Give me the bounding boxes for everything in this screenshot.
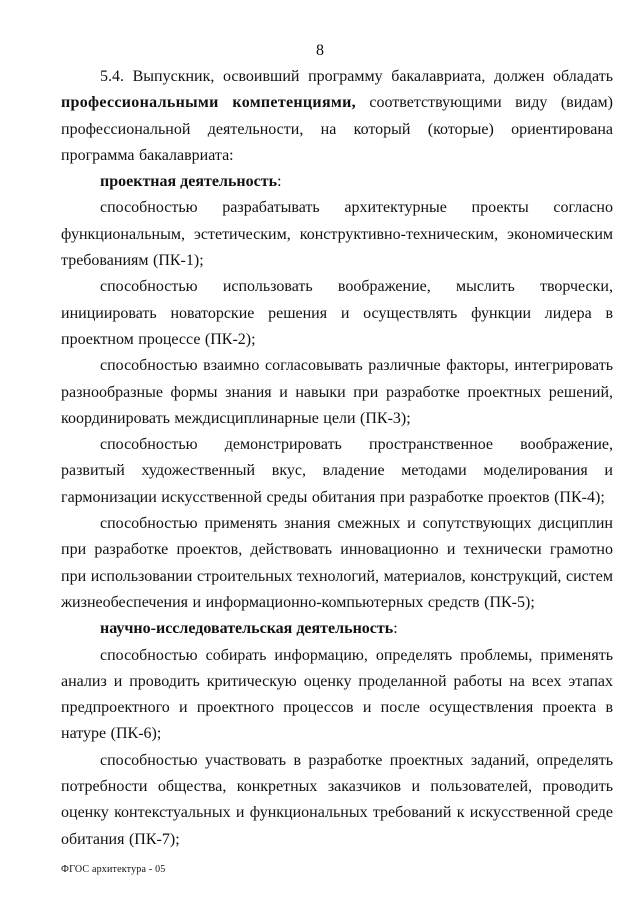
competency-pk5: способностью применять знания смежных и сопутствующих дисциплин при разработке проектов, действовать инновационно и технически грамотно при использовании строительных технологий, материалов, конструкций, систем жизнеобеспечения и информационно-компьютерных средств (ПК-5); (61, 515, 613, 611)
section-5-4-bold-term: профессиональными компетенциями, (61, 94, 356, 112)
section-5-4-suffix: соответствующими виду (видам) профессиональной деятельности, на который (которые) ориентирована программа бакалавриата: (61, 94, 613, 164)
document-footer: ФГОС архитектура - 05 (61, 864, 166, 875)
competency-pk3: способностью взаимно согласовывать различные факторы, интегрировать разнообразные формы знания и навыки при разработке проектных решений, координировать междисциплинарные цели (ПК-3); (61, 357, 613, 427)
page-content (61, 64, 613, 853)
research-activity-heading (61, 616, 613, 642)
design-activity-heading (61, 169, 613, 195)
competency-pk2: способностью использовать воображение, мыслить творчески, инициировать новаторские решения и осуществлять функции лидера в проектном процессе (ПК-2); (61, 278, 613, 348)
section-5-4-paragraph (61, 64, 613, 169)
heading-colon: : (277, 173, 282, 191)
competency-pk7: способностью участвовать в разработке проектных заданий, определять потребности общества, конкретных заказчиков и пользователей, проводить оценку контекстуальных и функциональных требований к искусственной среде обитания (ПК-7); (61, 751, 613, 848)
section-5-4-prefix: 5.4. Выпускник, освоивший программу бакалавриата, должен обладать (100, 68, 613, 85)
competency-pk6: способностью собирать информацию, определять проблемы, применять анализ и проводить критическую оценку проделанной работы на всех этапах предпроектного и проектного процессов и после осуществления проекта в натуре (ПК-6); (61, 646, 613, 743)
heading-colon: : (393, 620, 398, 638)
design-activity-heading-text: проектная деятельность (100, 173, 278, 191)
page-number: 8 (316, 42, 324, 59)
research-activity-heading-text: научно-исследовательская деятельность (100, 620, 394, 638)
competency-pk4: способностью демонстрировать пространственное воображение, развитый художественный вкус, владение методами моделирования и гармонизации искусственной среды обитания при разработке проектов (ПК-4); (61, 436, 613, 506)
competency-pk1: способностью разрабатывать архитектурные проекты согласно функциональным, эстетическим, конструктивно-техническим, экономическим требованиям (ПК-1); (61, 199, 613, 270)
